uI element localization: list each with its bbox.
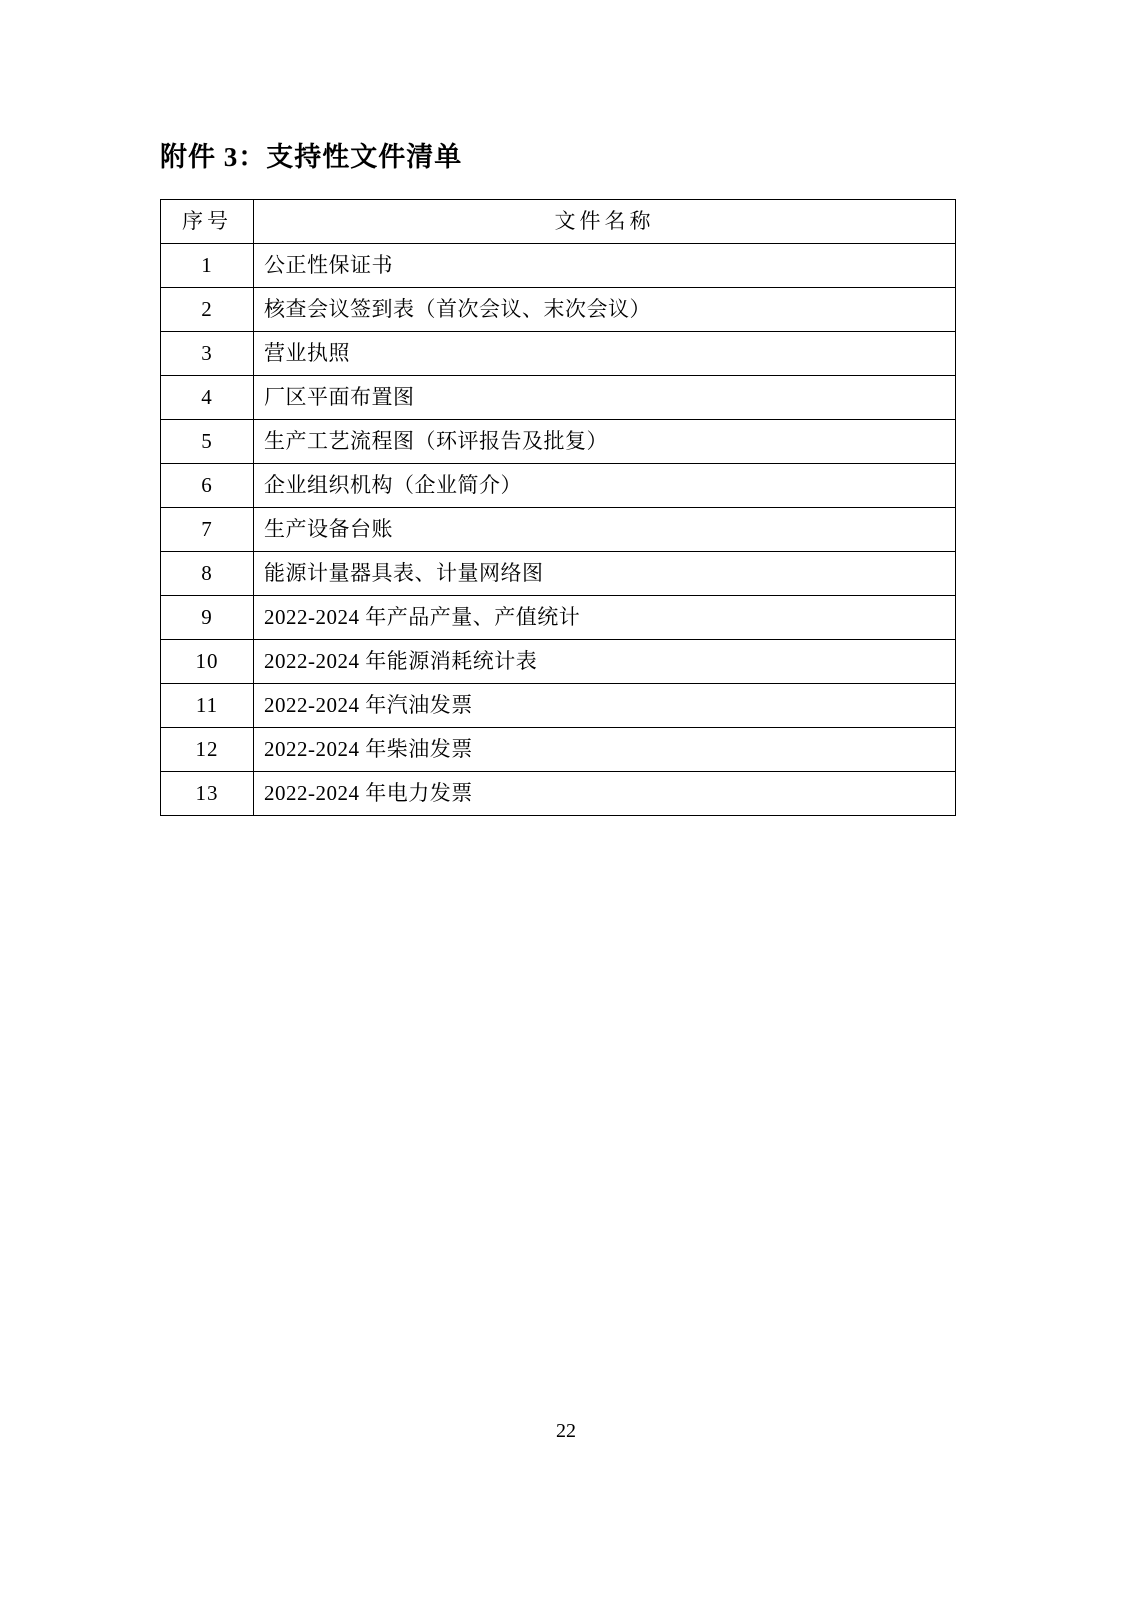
row-no: 5 [161, 420, 254, 464]
supporting-documents-table [160, 199, 956, 816]
row-name: 2022-2024 年汽油发票 [254, 684, 956, 728]
table-row [161, 464, 956, 508]
row-no: 6 [161, 464, 254, 508]
row-no: 9 [161, 596, 254, 640]
column-header-no: 序号 [161, 200, 254, 244]
row-no: 2 [161, 288, 254, 332]
page-number: 22 [556, 1420, 576, 1442]
row-no: 1 [161, 244, 254, 288]
table-row [161, 288, 956, 332]
row-name: 营业执照 [254, 332, 956, 376]
row-no: 4 [161, 376, 254, 420]
row-no: 13 [161, 772, 254, 816]
row-name: 2022-2024 年柴油发票 [254, 728, 956, 772]
table-row [161, 596, 956, 640]
row-name: 能源计量器具表、计量网络图 [254, 552, 956, 596]
row-no: 11 [161, 684, 254, 728]
table-row [161, 244, 956, 288]
table-row [161, 772, 956, 816]
table-row [161, 508, 956, 552]
table-row [161, 332, 956, 376]
row-no: 12 [161, 728, 254, 772]
table-row [161, 376, 956, 420]
row-name: 核查会议签到表（首次会议、末次会议） [254, 288, 956, 332]
column-header-name: 文件名称 [254, 200, 956, 244]
table-row [161, 640, 956, 684]
row-no: 10 [161, 640, 254, 684]
table-row [161, 420, 956, 464]
row-name: 生产设备台账 [254, 508, 956, 552]
row-no: 3 [161, 332, 254, 376]
row-name: 企业组织机构（企业简介） [254, 464, 956, 508]
table-row [161, 552, 956, 596]
row-name: 公正性保证书 [254, 244, 956, 288]
page-title: 附件 3：支持性文件清单 [160, 142, 463, 172]
page-content [160, 140, 955, 816]
row-name: 2022-2024 年产品产量、产值统计 [254, 596, 956, 640]
table-header-row [161, 200, 956, 244]
table-row [161, 684, 956, 728]
table-row [161, 728, 956, 772]
row-name: 2022-2024 年电力发票 [254, 772, 956, 816]
row-name: 厂区平面布置图 [254, 376, 956, 420]
row-name: 生产工艺流程图（环评报告及批复） [254, 420, 956, 464]
row-no: 7 [161, 508, 254, 552]
row-name: 2022-2024 年能源消耗统计表 [254, 640, 956, 684]
row-no: 8 [161, 552, 254, 596]
